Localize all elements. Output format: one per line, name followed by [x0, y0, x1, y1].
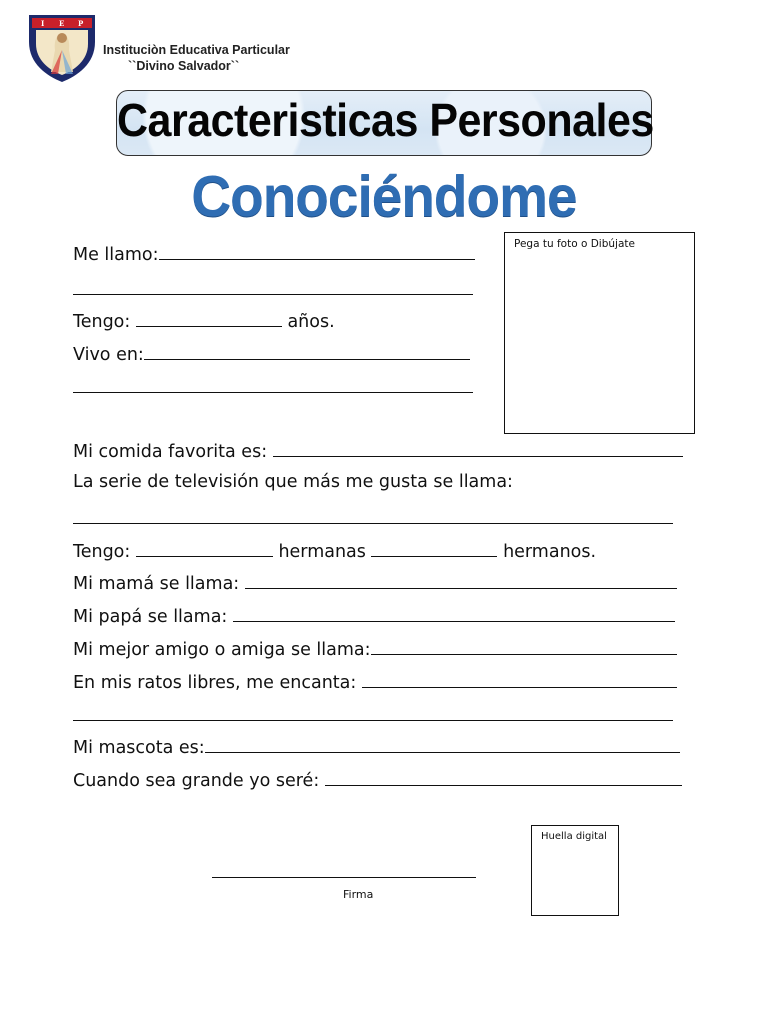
- fingerprint-label: Huella digital: [541, 831, 607, 842]
- title-banner: [116, 90, 652, 156]
- form-row-friend: [73, 636, 677, 660]
- free-time-field-continued[interactable]: [73, 702, 673, 721]
- form-row-free-time-cont: [73, 702, 673, 726]
- free-time-field[interactable]: [362, 669, 677, 688]
- school-subtitle: ``Divino Salvador``: [128, 59, 240, 73]
- future-field[interactable]: [325, 767, 682, 786]
- sisters-field[interactable]: [136, 538, 273, 557]
- tv-field[interactable]: [73, 505, 673, 524]
- form-row-lives: [73, 341, 470, 365]
- form-row-food: [73, 438, 683, 462]
- free-time-label: En mis ratos libres, me encanta:: [73, 673, 357, 693]
- form-row-siblings: [73, 538, 596, 562]
- signature-label: Firma: [343, 888, 374, 901]
- food-field[interactable]: [273, 438, 683, 457]
- form-row-free-time: [73, 669, 677, 693]
- pet-field[interactable]: [205, 734, 680, 753]
- age-suffix: años.: [287, 312, 335, 332]
- friend-label: Mi mejor amigo o amiga se llama:: [73, 640, 371, 660]
- food-label: Mi comida favorita es:: [73, 442, 268, 462]
- school-name: Instituciòn Educativa Particular: [103, 43, 290, 57]
- form-row-name-cont: [73, 276, 473, 300]
- form-row-dad: [73, 603, 675, 627]
- age-field[interactable]: [136, 308, 282, 327]
- form-row-tv-cont: [73, 505, 673, 529]
- photo-box[interactable]: [504, 232, 695, 434]
- logo-letter: E: [59, 19, 65, 28]
- form-row-tv: [73, 472, 513, 492]
- signature-line[interactable]: [212, 877, 476, 878]
- mom-field[interactable]: [245, 570, 677, 589]
- pet-label: Mi mascota es:: [73, 738, 205, 758]
- mom-label: Mi mamá se llama:: [73, 574, 240, 594]
- name-field[interactable]: [159, 241, 475, 260]
- logo-letter: P: [78, 19, 84, 28]
- logo-letter: I: [41, 19, 45, 28]
- form-row-name: [73, 241, 475, 265]
- lives-field[interactable]: [144, 341, 470, 360]
- lives-label: Vivo en:: [73, 345, 144, 365]
- page-subtitle: Conociéndome: [191, 163, 577, 229]
- form-row-pet: [73, 734, 680, 758]
- age-label: Tengo:: [73, 312, 131, 332]
- form-row-age: [73, 308, 335, 332]
- brothers-field[interactable]: [371, 538, 497, 557]
- page-title: Caracteristicas Personales: [117, 95, 654, 147]
- brothers-word: hermanos.: [503, 542, 597, 562]
- form-row-future: [73, 767, 682, 791]
- sisters-word: hermanas: [278, 542, 366, 562]
- tv-label: La serie de televisión que más me gusta se llama:: [73, 472, 513, 492]
- photo-box-label: Pega tu foto o Dibújate: [514, 238, 635, 250]
- school-logo: [27, 12, 97, 84]
- dad-label: Mi papá se llama:: [73, 607, 228, 627]
- siblings-label: Tengo:: [73, 542, 131, 562]
- fingerprint-box[interactable]: [531, 825, 619, 916]
- lives-field-continued[interactable]: [73, 374, 473, 393]
- friend-field[interactable]: [371, 636, 677, 655]
- future-label: Cuando sea grande yo seré:: [73, 771, 320, 791]
- dad-field[interactable]: [233, 603, 675, 622]
- name-field-continued[interactable]: [73, 276, 473, 295]
- form-row-mom: [73, 570, 677, 594]
- form-row-lives-cont: [73, 374, 473, 398]
- name-label: Me llamo:: [73, 245, 159, 265]
